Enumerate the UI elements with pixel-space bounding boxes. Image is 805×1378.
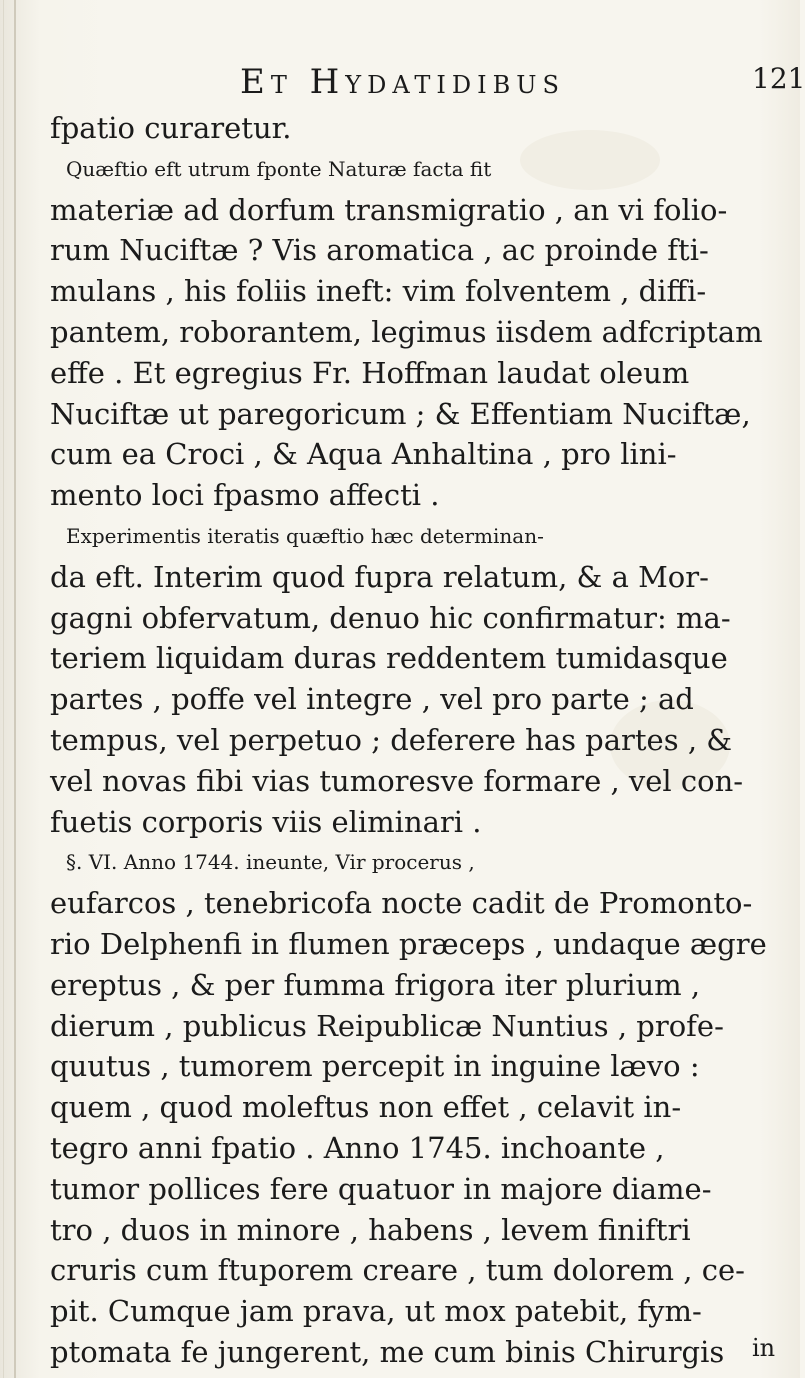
text-line: quem , quod moleftus non effet , celavit in- bbox=[50, 1090, 682, 1125]
text-line: mulans , his foliis ineft: vim folventem , diffi- bbox=[50, 274, 707, 309]
page-number: 121 bbox=[752, 62, 805, 95]
text-line: cruris cum ftuporem creare , tum dolorem , ce- bbox=[50, 1253, 745, 1288]
text-line: mento loci fpasmo affecti . bbox=[50, 478, 440, 513]
text-line: Quæftio eft utrum fponte Naturæ facta fit bbox=[66, 156, 492, 181]
text-line: quutus , tumorem percepit in inguine lævo : bbox=[50, 1049, 700, 1084]
text-line: pit. Cumque jam prava, ut mox patebit, fym- bbox=[50, 1294, 702, 1329]
text-line: da eft. Interim quod fupra relatum, & a Mor- bbox=[50, 559, 709, 594]
text-line: dierum , publicus Reipublicæ Nuntius , profe- bbox=[50, 1008, 724, 1043]
text-line: partes , poffe vel integre , vel pro parte ; ad bbox=[50, 682, 694, 717]
text-line: fpatio curaretur. bbox=[50, 111, 292, 145]
text-line: teriem liquidam duras reddentem tumidasque bbox=[50, 641, 728, 676]
text-line: ptomata fe jungerent, me cum binis Chirurgis bbox=[50, 1334, 725, 1369]
text-line: ereptus , & per fumma frigora iter plurium , bbox=[50, 967, 701, 1002]
text-line: rum Nuciftæ ? Vis aromatica , ac proinde fti- bbox=[50, 233, 709, 268]
text-line: tempus, vel perpetuo ; deferere has partes , & bbox=[50, 722, 733, 757]
running-head: Et Hydatidibus bbox=[240, 62, 565, 102]
text-line: cum ea Croci , & Aqua Anhaltina , pro lini- bbox=[50, 437, 677, 472]
text-line: gagni obfervatum, denuo hic confirmatur: ma- bbox=[50, 600, 731, 635]
body-text bbox=[50, 108, 770, 1373]
text-line: Nuciftæ ut paregoricum ; & Effentiam Nuciftæ, bbox=[50, 396, 751, 431]
text-line: fuetis corporis viis eliminari . bbox=[50, 804, 482, 839]
text-line: vel novas fibi vias tumoresve formare , vel con- bbox=[50, 763, 744, 798]
text-line: tegro anni fpatio . Anno 1745. inchoante , bbox=[50, 1130, 665, 1165]
binding-gutter bbox=[14, 0, 16, 1378]
text-line: tumor pollices fere quatuor in majore diame- bbox=[50, 1171, 712, 1206]
text-line: materiæ ad dorfum transmigratio , an vi folio- bbox=[50, 192, 728, 227]
page-edge bbox=[3, 0, 4, 1378]
text-line: §. VI. Anno 1744. ineunte, Vir procerus , bbox=[66, 850, 475, 875]
text-line: eufarcos , tenebricofa nocte cadit de Promonto- bbox=[50, 886, 753, 921]
catchword: in bbox=[752, 1334, 776, 1362]
text-line: tro , duos in minore , habens , levem finiftri bbox=[50, 1212, 691, 1247]
text-line: Experimentis iteratis quæftio hæc determinan- bbox=[66, 523, 544, 548]
text-line: rio Delphenfi in flumen præceps , undaque ægre bbox=[50, 926, 767, 961]
text-line: pantem, roborantem, legimus iisdem adfcriptam bbox=[50, 314, 763, 349]
text-line: effe . Et egregius Fr. Hoffman laudat oleum bbox=[50, 355, 690, 390]
